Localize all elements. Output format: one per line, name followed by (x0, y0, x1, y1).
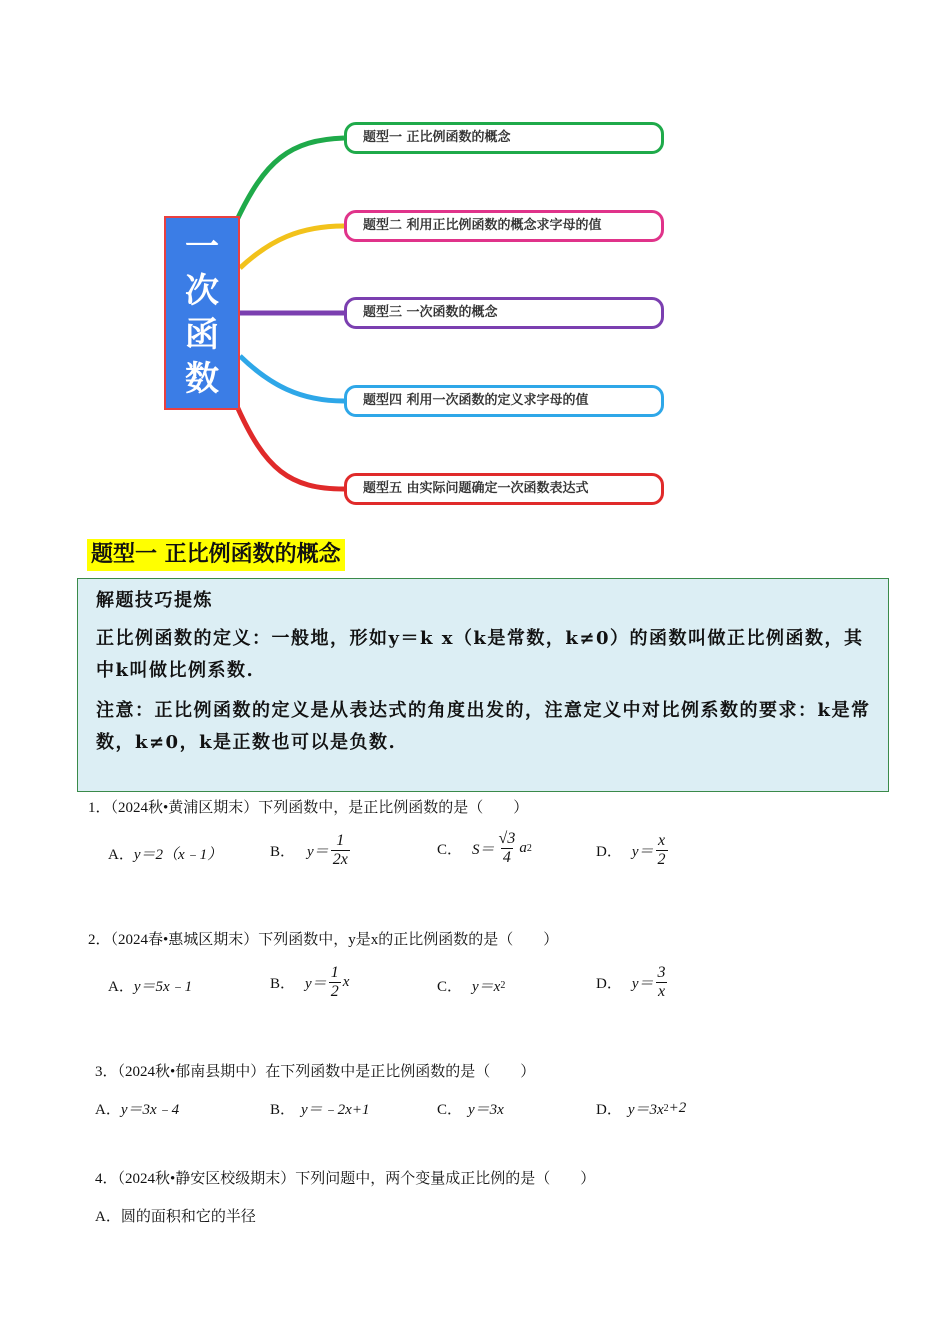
connector-1 (236, 138, 344, 222)
mindmap-connectors (0, 0, 950, 520)
option-label: C． (437, 979, 463, 995)
option-lhs: y＝ (307, 844, 329, 860)
option-tail: +2 (668, 1100, 687, 1116)
option-lhs: y＝3x (627, 1102, 664, 1118)
fraction-denominator: 2x (332, 851, 348, 868)
tips-note: 注意：正比例函数的定义是从表达式的角度出发的，注意定义中对比例系数的要求：k是常数，k≠0，k是正数也可以是负数. (96, 700, 871, 753)
question-2-option-d[interactable] (596, 964, 670, 1001)
question-2-option-c[interactable] (437, 975, 505, 996)
tips-box (77, 578, 889, 792)
option-label: A． (95, 1209, 121, 1225)
option-label: B． (270, 844, 296, 860)
question-2-option-b[interactable] (270, 964, 349, 1001)
option-expr: y＝3x (468, 1102, 504, 1118)
question-1-option-b[interactable] (270, 832, 352, 869)
connector-5 (236, 404, 344, 489)
option-lhs: y＝ (305, 976, 327, 992)
question-2-stem: 2．（2024春•惠城区期末）下列函数中，y是x的正比例函数的是（ ） (88, 932, 559, 948)
option-expr: y＝5x﹣1 (133, 979, 193, 995)
fraction (656, 832, 668, 869)
option-label: B． (270, 1102, 296, 1118)
option-label: D． (596, 1102, 622, 1118)
mindmap-branch-2: 题型二 利用正比例函数的概念求字母的值 (344, 210, 664, 242)
question-1-stem: 1．（2024秋•黄浦区期末）下列函数中，是正比例函数的是（ ） (88, 800, 529, 816)
root-char-4: 数 (185, 359, 219, 399)
option-expr: 圆的面积和它的半径 (120, 1209, 256, 1225)
option-lhs: y＝x (472, 979, 501, 995)
fraction-denominator: x (657, 983, 666, 1000)
option-expr: y＝﹣2x+1 (301, 1102, 370, 1118)
option-lhs: y＝ (631, 844, 654, 860)
fraction-numerator: 1 (336, 832, 345, 849)
mindmap-branch-3: 题型三 一次函数的概念 (344, 297, 664, 329)
option-label: B． (270, 976, 296, 992)
mindmap-root (164, 216, 240, 410)
option-expr: y＝2（x﹣1） (133, 847, 223, 863)
fraction (497, 830, 518, 867)
question-3-option-b[interactable] (270, 1098, 369, 1119)
fraction (331, 832, 350, 869)
option-label: A． (108, 847, 134, 863)
fraction-numerator: √3 (498, 830, 516, 847)
connector-2 (240, 226, 344, 268)
question-2-option-a[interactable] (108, 975, 192, 996)
option-label: D． (596, 844, 622, 860)
question-1-option-a[interactable] (108, 843, 222, 864)
option-expr: y＝3x﹣4 (120, 1102, 180, 1118)
fraction (329, 964, 341, 1001)
option-label: A． (95, 1102, 121, 1118)
option-lhs: S＝ (472, 842, 495, 858)
option-exponent: 2 (663, 1103, 669, 1114)
question-4-stem: 4．（2024秋•静安区校级期末）下列问题中，两个变量成正比例的是（ ） (95, 1171, 596, 1187)
question-3-option-d[interactable] (596, 1098, 686, 1119)
mindmap-branch-1: 题型一 正比例函数的概念 (344, 122, 664, 154)
fraction-denominator: 4 (502, 849, 511, 866)
option-tail: a (519, 840, 527, 856)
option-lhs: y＝ (631, 976, 654, 992)
question-3-option-c[interactable] (437, 1098, 504, 1119)
fraction-numerator: x (657, 832, 666, 849)
mindmap-branch-5: 题型五 由实际问题确定一次函数表达式 (344, 473, 664, 505)
question-4-option-a[interactable] (95, 1205, 256, 1226)
question-1-option-c[interactable] (437, 830, 532, 867)
root-char-1: 一 (185, 227, 219, 267)
question-1-option-d[interactable] (596, 832, 670, 869)
root-char-2: 次 (185, 271, 219, 311)
option-label: C． (437, 1102, 463, 1118)
option-label: A． (108, 979, 134, 995)
option-exponent: 2 (500, 980, 506, 991)
option-label: D． (596, 976, 622, 992)
tips-definition: 正比例函数的定义：一般地，形如y＝k x（k是常数，k≠0）的函数叫做正比例函数，其中k叫做比例系数. (96, 628, 864, 681)
question-3-option-a[interactable] (95, 1098, 179, 1119)
option-tail: x (342, 974, 350, 990)
fraction-numerator: 1 (330, 964, 339, 981)
tips-title: 解题技巧提炼 (96, 590, 213, 611)
fraction-denominator: 2 (657, 851, 666, 868)
fraction (656, 964, 668, 1001)
option-exponent: 2 (526, 843, 532, 854)
fraction-numerator: 3 (657, 964, 666, 981)
option-label: C． (437, 842, 463, 858)
fraction-denominator: 2 (330, 983, 339, 1000)
question-3-stem: 3．（2024秋•郁南县期中）在下列函数中是正比例函数的是（ ） (95, 1064, 536, 1080)
mindmap-branch-4: 题型四 利用一次函数的定义求字母的值 (344, 385, 664, 417)
root-char-3: 函 (185, 315, 219, 355)
section-title: 题型一 正比例函数的概念 (87, 539, 345, 571)
connector-4 (240, 356, 344, 401)
